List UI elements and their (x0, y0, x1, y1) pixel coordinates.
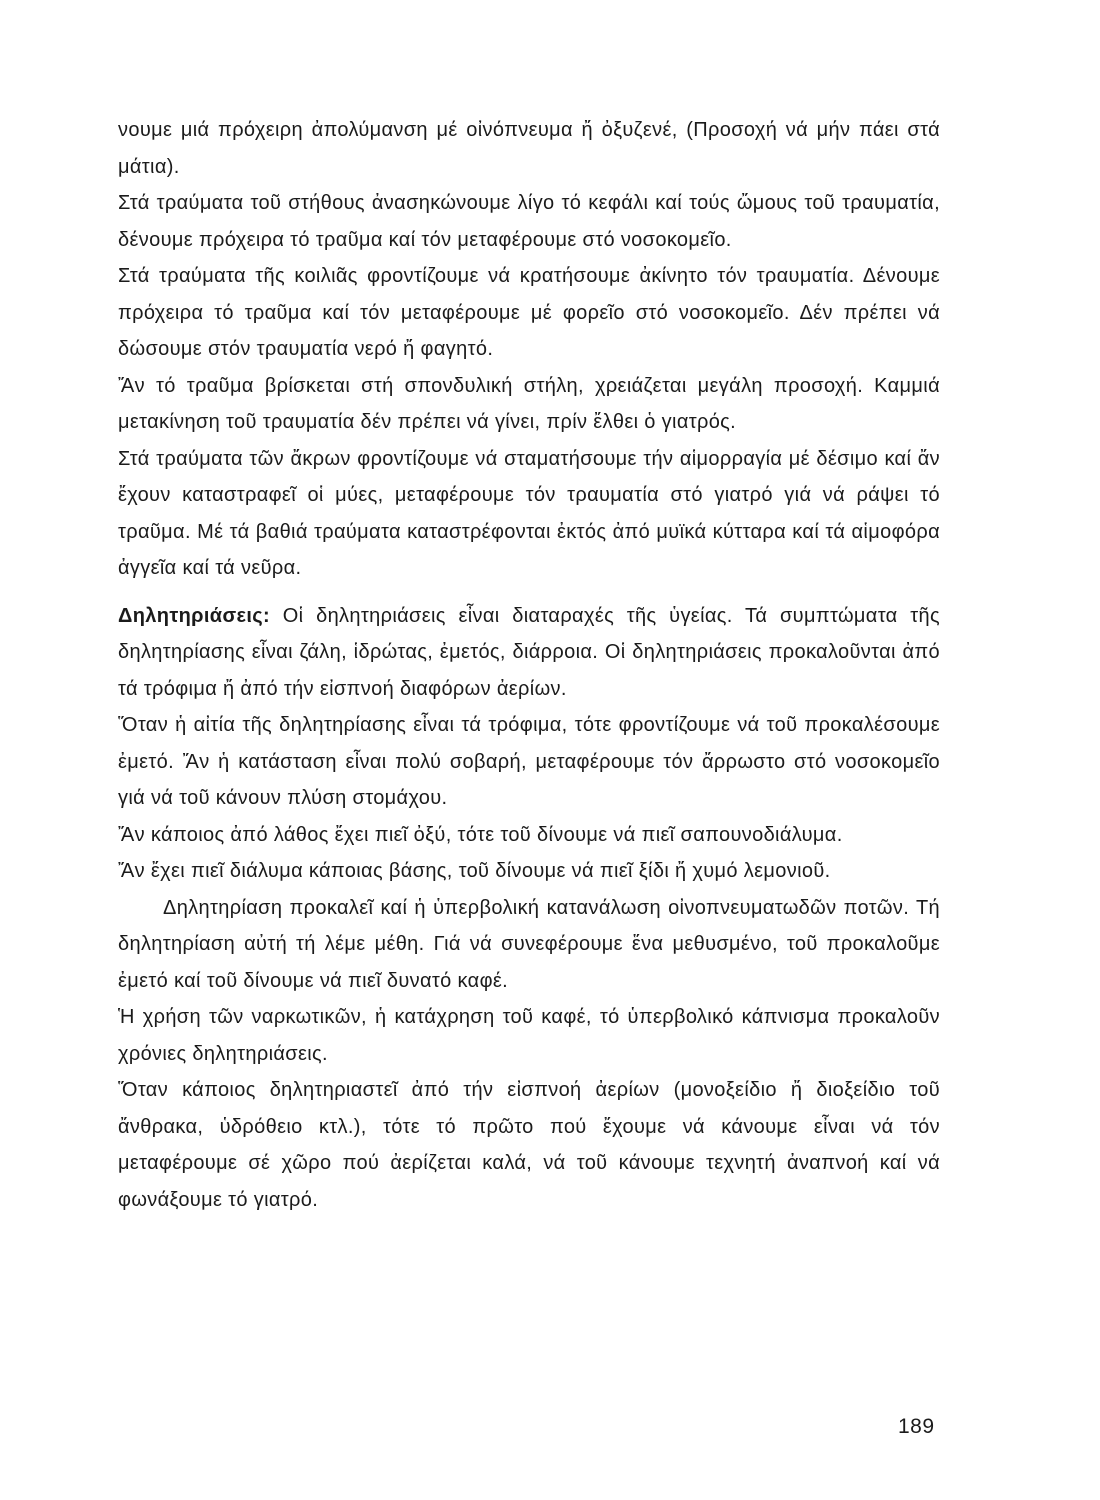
section-heading-poisoning: Δηλητηριάσεις: (118, 604, 270, 627)
poisoning-intro-text: Οἱ δηλητηριάσεις εἶναι διαταραχές τῆς ὑγείας. Τά συμπτώματα τῆς δηλητηρίασης εἶναι ζάλη, ἱδρώτας, ἐμετός, διάρροια. Οἱ δηλητηριάσεις προκαλοῦνται ἀπό τά τρόφιμα ἤ ἀπό τήν εἰσπνοή διαφόρων ἀερίων. (118, 604, 940, 700)
paragraph-chronic-poisoning: Ἡ χρήση τῶν ναρκωτικῶν, ἡ κατάχρηση τοῦ καφέ, τό ὑπερβολικό κάπνισμα προκαλοῦν χρόνιες δηλητηριάσεις. (118, 1006, 940, 1065)
body-text (118, 112, 940, 1218)
paragraph-limb-wounds: Στά τραύματα τῶν ἄκρων φροντίζουμε νά σταματήσουμε τήν αἱμορραγία μέ δέσιμο καί ἄν ἔχουν καταστραφεῖ οἱ μύες, μεταφέρουμε τόν τραυματία στό γιατρό γιά νά ράψει τό τραῦμα. Μέ τά βαθιά τραύματα καταστρέφονται ἐκτός ἀπό μυϊκά κύτταρα καί τά αἱμοφόρα ἀγγεῖα καί τά νεῦρα. (118, 447, 940, 579)
paragraph-base: Ἄν ἔχει πιεῖ διάλυμα κάποιας βάσης, τοῦ δίνουμε νά πιεῖ ξίδι ἤ χυμό λεμονιοῦ. (118, 860, 831, 882)
paragraph-abdomen-wounds: Στά τραύματα τῆς κοιλιᾶς φροντίζουμε νά κρατήσουμε ἀκίνητο τόν τραυματία. Δένουμε πρόχειρα τό τραῦμα καί τόν μεταφέρουμε μέ φορεῖο στό νοσοκομεῖο. Δέν πρέπει νά δώσουμε στόν τραυματία νερό ἤ φαγητό. (118, 265, 940, 360)
paragraph-poisoning-intro (118, 598, 940, 708)
paragraph-disinfection: νουμε μιά πρόχειρη ἀπολύμανση μέ οἰνόπνευμα ἤ ὀξυζενέ, (Προσοχή νά μήν πάει στά μάτια). (118, 119, 940, 178)
paragraph-food-poisoning: Ὅταν ἡ αἰτία τῆς δηλητηρίασης εἶναι τά τρόφιμα, τότε φροντίζουμε νά τοῦ προκαλέσουμε ἐμετό. Ἄν ἡ κατάσταση εἶναι πολύ σοβαρή, μεταφέρουμε τόν ἄρρωστο στό νοσοκομεῖο γιά νά τοῦ κάνουν πλύση στομάχου. (118, 714, 940, 809)
paragraph-gas-poisoning: Ὅταν κάποιος δηλητηριαστεῖ ἀπό τήν εἰσπνοή ἀερίων (μονοξείδιο ἤ διοξείδιο τοῦ ἄνθρακα, ὑδρόθειο κτλ.), τότε τό πρῶτο πού ἔχουμε νά κάνουμε εἶναι νά τόν μεταφέρουμε σέ χῶρο πού ἀερίζεται καλά, νά τοῦ κάνουμε τεχνητή ἀναπνοή καί νά φωνάξουμε τό γιατρό. (118, 1079, 940, 1211)
paragraph-alcohol: Δηλητηρίαση προκαλεῖ καί ἡ ὑπερβολική κατανάλωση οἰνοπνευματωδῶν ποτῶν. Τή δηλητηρίαση αὐτή τή λέμε μέθη. Γιά νά συνεφέρουμε ἕνα μεθυσμένο, τοῦ προκαλοῦμε ἐμετό καί τοῦ δίνουμε νά πιεῖ δυνατό καφέ. (118, 896, 940, 992)
paragraph-acid: Ἄν κάποιος ἀπό λάθος ἔχει πιεῖ ὀξύ, τότε τοῦ δίνουμε νά πιεῖ σαπουνοδιάλυμα. (118, 823, 843, 846)
paragraph-chest-wounds: Στά τραύματα τοῦ στήθους ἀνασηκώνουμε λίγο τό κεφάλι καί τούς ὤμους τοῦ τραυματία, δένουμε πρόχειρα τό τραῦμα καί τόν μεταφέρουμε στό νοσοκομεῖο. (118, 192, 940, 251)
page-number: 189 (898, 1415, 935, 1438)
paragraph-spine-wounds: Ἄν τό τραῦμα βρίσκεται στή σπονδυλική στήλη, χρειάζεται μεγάλη προσοχή. Καμμιά μετακίνηση τοῦ τραυματία δέν πρέπει νά γίνει, πρίν ἔλθει ὁ γιατρός. (118, 374, 940, 433)
